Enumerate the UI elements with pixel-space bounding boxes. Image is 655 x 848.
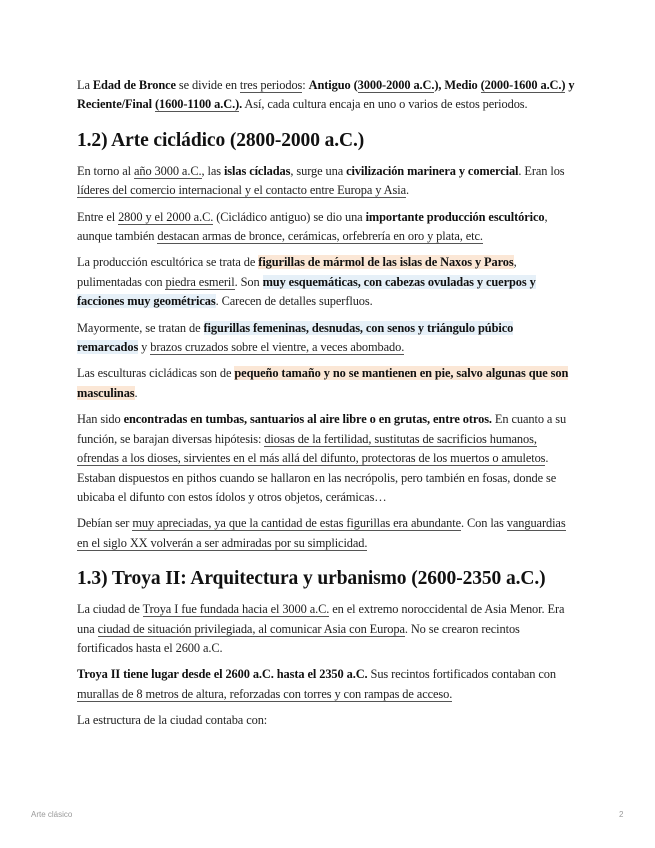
bold-text: Edad de Bronce bbox=[92, 78, 176, 92]
paragraph-city-structure: La estructura de la ciudad contaba con: bbox=[77, 713, 268, 728]
text: . bbox=[406, 183, 409, 198]
text: . Son bbox=[234, 274, 263, 289]
paragraph-sculpture-size bbox=[77, 364, 577, 403]
text: Han sido bbox=[77, 412, 124, 427]
footer-page-number: 2 bbox=[619, 810, 624, 819]
text: . Con las bbox=[460, 516, 507, 531]
highlighted-bold-text: figurillas femeninas, desnudas, con senos y triángulo púbico remarcados bbox=[77, 320, 514, 355]
bold-text: ), Medio bbox=[434, 78, 481, 92]
paragraph-findings-function bbox=[77, 410, 577, 507]
text: Las esculturas cicládicas son de bbox=[77, 366, 235, 381]
text: (Cicládico antiguo) se dio una bbox=[213, 209, 366, 224]
text: , surge una bbox=[290, 163, 347, 178]
bold-text: Troya II tiene lugar desde el 2600 a.C. hasta el 2350 a.C. bbox=[77, 667, 368, 682]
text: . Carecen de detalles superfluos. bbox=[215, 294, 373, 309]
bold-text: . bbox=[239, 97, 243, 112]
text: Debían ser bbox=[77, 516, 133, 531]
underlined-bold-text: 3000-2000 a.C. bbox=[357, 78, 435, 92]
highlighted-bold-text: pequeño tamaño y no se mantienen en pie, salvo algunas que son masculinas bbox=[77, 366, 569, 400]
highlighted-bold-text: figurillas de mármol de las islas de Naxos y Paros bbox=[258, 255, 514, 270]
underlined-text: Troya I fue fundada hacia el 3000 a.C. bbox=[142, 602, 330, 617]
bold-text: Antiguo bbox=[308, 78, 351, 92]
underlined-text: ciudad de situación privilegiada, al comunicar Asia con Europa bbox=[97, 621, 405, 636]
text: , aunque también bbox=[77, 209, 548, 244]
paragraph-marble-figurines bbox=[77, 253, 577, 311]
text: Mayormente, se tratan de bbox=[77, 320, 204, 335]
text: . Eran los bbox=[518, 163, 565, 178]
bold-text: ( bbox=[350, 78, 358, 92]
bold-text: importante producción escultórico bbox=[365, 209, 545, 224]
text: La bbox=[77, 78, 93, 92]
underlined-text: murallas de 8 metros de altura, reforzadas con torres y con rampas de acceso. bbox=[77, 686, 453, 701]
text: En cuanto a su función, se barajan diversas hipótesis: bbox=[77, 412, 567, 446]
underlined-text: diosas de la fertilidad, sustitutas de sacrificios humanos, ofrendas a los dioses, sirvientes en el más allá del difunto, protectoras de los muertos o amuletos bbox=[77, 431, 546, 466]
paragraph-troy-intro bbox=[77, 600, 577, 658]
text: se divide en bbox=[175, 78, 240, 92]
bold-text: islas cícladas bbox=[223, 163, 291, 178]
underlined-text: líderes del comercio internacional y el contacto entre Europa y Asia bbox=[77, 183, 406, 198]
section-heading-troy: 1.3) Troya II: Arquitectura y urbanismo (2600-2350 a.C.) bbox=[77, 568, 546, 590]
footer-document-title: Arte clásico bbox=[31, 810, 73, 819]
highlighted-bold-text: muy esquemáticas, con cabezas ovuladas y cuerpos y facciones muy geométricas bbox=[77, 274, 536, 309]
underlined-bold-text: (1600-1100 a.C.) bbox=[155, 97, 240, 112]
bold-text: encontradas en tumbas, santuarios al aire libre o en grutas, entre otros. bbox=[123, 412, 492, 427]
text: Sus recintos fortificados contaban con bbox=[367, 667, 556, 682]
text: . bbox=[134, 385, 138, 400]
paragraph-appreciation bbox=[77, 514, 577, 553]
underlined-text: brazos cruzados sobre el vientre, a veces abombado. bbox=[150, 340, 405, 355]
bold-text: civilización marinera y comercial bbox=[346, 163, 519, 178]
paragraph-cycladic-intro bbox=[77, 162, 577, 201]
text: Entre el bbox=[77, 209, 119, 224]
text: . Estaban dispuestos en pithos cuando se hallaron en las necrópolis, pero también en fosas, donde se ubicaba el difunto con estos ídolos y otros objetos, cerámicas… bbox=[77, 451, 557, 504]
underlined-bold-text: (2000-1600 a.C.) bbox=[480, 78, 566, 92]
section-heading-cycladic: 1.2) Arte cicládico (2800-2000 a.C.) bbox=[77, 129, 365, 151]
text: La ciudad de bbox=[77, 602, 143, 617]
underlined-text: vanguardias en el siglo XX volverán a ser admiradas por su simplicidad. bbox=[77, 516, 566, 550]
underlined-text: destacan armas de bronce, cerámicas, orfebrería en oro y plata, etc. bbox=[157, 229, 483, 244]
text: y bbox=[138, 340, 151, 355]
paragraph-bronze-age bbox=[77, 76, 577, 115]
text: La producción escultórica se trata de bbox=[77, 255, 259, 270]
underlined-text: año 3000 a.C. bbox=[133, 163, 202, 178]
text: : bbox=[302, 78, 309, 92]
underlined-text: piedra esmeril bbox=[165, 274, 235, 289]
text: en el extremo noroccidental de Asia Menor. Era una bbox=[77, 602, 565, 636]
text: , las bbox=[201, 163, 224, 178]
paragraph-cycladic-production bbox=[77, 208, 577, 247]
paragraph-troy-ii bbox=[77, 665, 577, 704]
underlined-text: muy apreciadas, ya que la cantidad de estas figurillas era abundante bbox=[132, 516, 461, 531]
document-body bbox=[77, 76, 577, 738]
text: Así, cada cultura encaja en uno o varios de estos periodos. bbox=[242, 97, 528, 112]
text: En torno al bbox=[77, 163, 134, 178]
text: . No se crearon recintos fortificados hasta el 2600 a.C. bbox=[77, 621, 520, 655]
underlined-text: tres periodos bbox=[239, 78, 303, 92]
bold-text: y Reciente/Final bbox=[77, 78, 575, 112]
underlined-text: 2800 y el 2000 a.C. bbox=[118, 209, 214, 224]
text: , pulimentadas con bbox=[77, 255, 517, 289]
paragraph-female-figurines bbox=[77, 319, 577, 358]
